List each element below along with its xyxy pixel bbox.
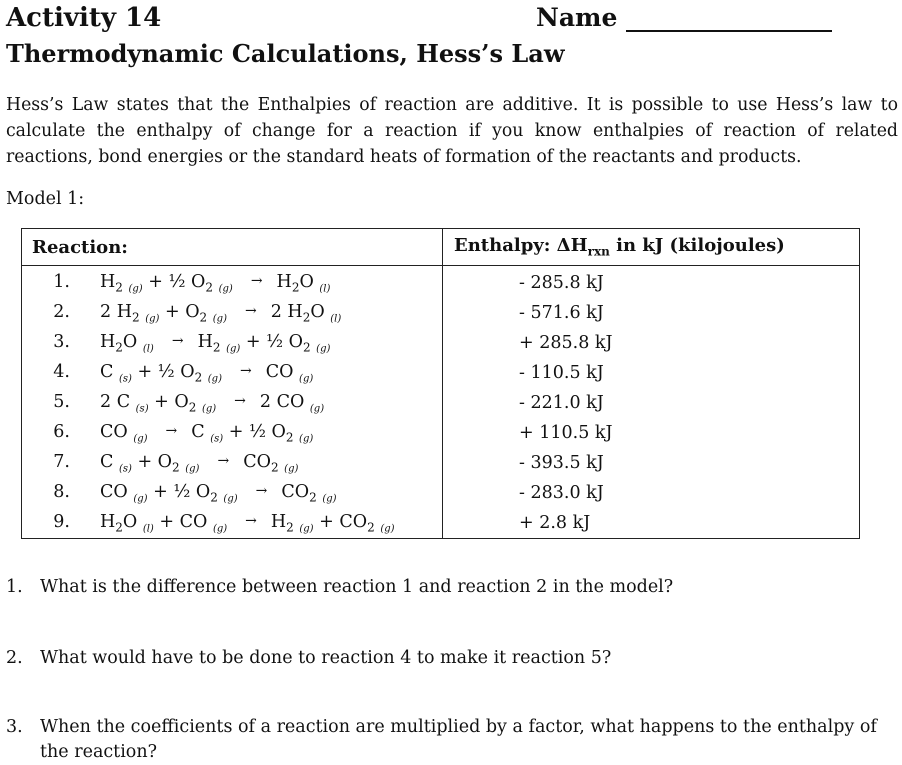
enthalpy-header-text: Enthalpy: ΔH: [454, 235, 588, 257]
table-row: [22, 388, 860, 418]
reaction-number: 2.: [53, 301, 70, 322]
reaction-cell: [22, 508, 443, 539]
reaction-number: 1.: [53, 271, 70, 292]
reaction-number: 5.: [53, 391, 70, 412]
model-label: Model 1:: [6, 189, 85, 209]
question-text: What is the difference between reaction 1 and reaction 2 in the model?: [40, 577, 674, 597]
question-3: [6, 715, 898, 765]
reaction-number: 4.: [53, 361, 70, 382]
enthalpy-cell: + 110.5 kJ: [443, 418, 860, 448]
reaction-equation: $H_2O$ $_{(l)} \to H_2$ $_{(g)}$ + ½ $O_2$ $_{(g)}$: [100, 331, 331, 355]
enthalpy-cell: - 393.5 kJ: [443, 448, 860, 478]
reaction-cell: [22, 266, 443, 299]
reaction-equation: $H_2O$ $_{(l)}$ + CO $_{(g)} \to H_2$ $_{(g)} + CO_2$ $_{(g)}$: [100, 511, 395, 535]
question-1: [6, 575, 898, 600]
reaction-column-header: Reaction:: [22, 229, 443, 266]
table-row: [22, 508, 860, 539]
reaction-number: 8.: [53, 481, 70, 502]
table-row: [22, 418, 860, 448]
reaction-equation: $H_2$ $_{(g)}$ + ½ $O_2$ $_{(g)} \to H_2O$ $_{(l)}$: [100, 271, 331, 295]
reaction-number: 9.: [53, 511, 70, 532]
reaction-equation: CO $_{(g)}$ + ½ $O_2$ $_{(g)} \to CO_2$ $_{(g)}$: [100, 481, 337, 505]
enthalpy-cell: - 571.6 kJ: [443, 298, 860, 328]
table-row: [22, 298, 860, 328]
table-row: [22, 358, 860, 388]
reaction-equation: 2 C $_{(s)} + O_2$ $_{(g)}$ → 2 CO $_{(g)}$: [100, 391, 325, 415]
question-number: 3.: [6, 717, 23, 737]
reaction-number: 7.: [53, 451, 70, 472]
question-text: When the coefficients of a reaction are multiplied by a factor, what happens to the enthalpy of the reaction?: [40, 717, 877, 762]
table-header-row: [22, 229, 860, 266]
enthalpy-cell: - 283.0 kJ: [443, 478, 860, 508]
table-row: [22, 328, 860, 358]
reaction-number: 3.: [53, 331, 70, 352]
name-blank-line[interactable]: [626, 30, 832, 32]
reaction-cell: [22, 358, 443, 388]
reaction-cell: [22, 478, 443, 508]
reaction-equation: CO $_{(g)}$ → C $_{(s)}$ + ½ $O_2$ $_{(g)}$: [100, 421, 314, 445]
name-label: Name: [536, 3, 618, 32]
reaction-number: 6.: [53, 421, 70, 442]
enthalpy-cell: - 221.0 kJ: [443, 388, 860, 418]
reaction-cell: [22, 298, 443, 328]
activity-title: Activity 14: [6, 3, 162, 33]
enthalpy-cell: - 110.5 kJ: [443, 358, 860, 388]
question-2: [6, 646, 898, 671]
reaction-cell: [22, 328, 443, 358]
question-number: 2.: [6, 648, 23, 668]
question-text: What would have to be done to reaction 4 to make it reaction 5?: [40, 648, 612, 668]
reaction-equation: C $_{(s)}$ + ½ $O_2$ $_{(g)}$ → CO $_{(g)}$: [100, 361, 314, 385]
table-row: [22, 478, 860, 508]
question-number: 1.: [6, 577, 23, 597]
reaction-cell: [22, 448, 443, 478]
enthalpy-column-header: [443, 229, 860, 266]
reaction-equation: 2 $H_2$ $_{(g)} + O_2$ $_{(g)}$ → 2 $H_2O$ $_{(l)}$: [100, 301, 342, 325]
table-row: [22, 266, 860, 299]
enthalpy-header-units: in kJ (kilojoules): [609, 235, 785, 257]
table-row: [22, 448, 860, 478]
reaction-table: [21, 228, 860, 539]
reaction-cell: [22, 388, 443, 418]
enthalpy-header-subscript: rxn: [587, 244, 610, 259]
enthalpy-cell: + 285.8 kJ: [443, 328, 860, 358]
reaction-equation: C $_{(s)} + O_2$ $_{(g)} \to CO_2$ $_{(g)}$: [100, 451, 299, 475]
worksheet-subtitle: Thermodynamic Calculations, Hess’s Law: [6, 39, 565, 68]
reaction-cell: [22, 418, 443, 448]
enthalpy-cell: - 285.8 kJ: [443, 266, 860, 299]
intro-paragraph: Hess’s Law states that the Enthalpies of reaction are additive. It is possible to use Hess’s law to calculate the enthalpy of change for a reaction if you know enthalpies of reaction of related reactions, bond energies or the standard heats of formation of the reactants and products.: [6, 95, 898, 167]
enthalpy-cell: + 2.8 kJ: [443, 508, 860, 539]
